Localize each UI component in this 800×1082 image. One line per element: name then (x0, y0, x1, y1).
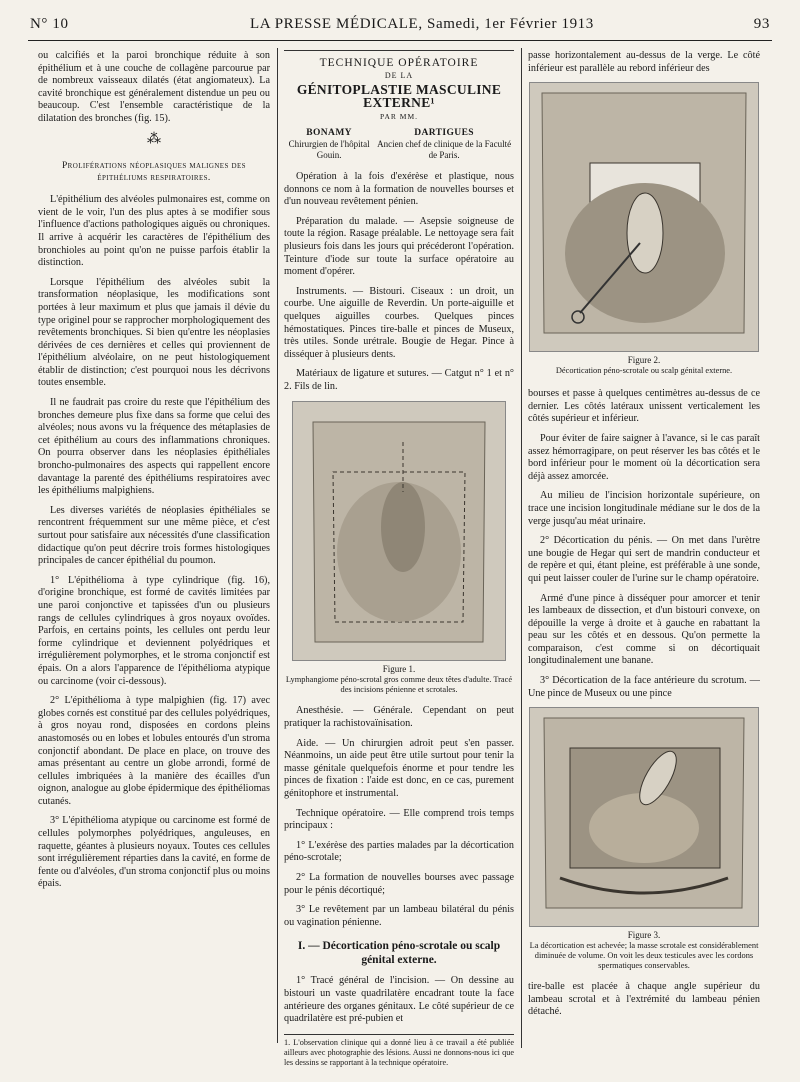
figure-caption-text: Décortication péno-scrotale ou scalp génital externe. (555, 366, 733, 376)
column-left (38, 50, 270, 898)
paragraph: 3° Décortication de la face antérieure du scrotum. — Une pince de Museux ou une pince (528, 675, 760, 699)
paragraph: 2° Décortication du pénis. — On met dans l'urètre une bougie de Hegar qui sert de mandrin conducteur et de repère et qui, étant pleine, est préférable à une sonde, qui peut laisser couler de l'urine sur le champ opératoire. (528, 535, 760, 584)
paragraph: Armé d'une pince à disséquer pour amorcer et tenir les lambeaux de dissection, et d'un bistouri convexe, on dépouille la verge à droite et à gauche en rabattant la peau sur les côtés et en dessous. Qu'on permette la comparaison, c'est comme si on décortiquait longitudinalement une banane. (528, 592, 760, 667)
author-role: Ancien chef de clinique de la Faculté de Paris. (377, 138, 512, 160)
section-heading: I. — Décortication péno-scrotale ou scalp génital externe. (297, 940, 501, 967)
surgical-drawing-1 (293, 402, 505, 660)
section-heading: Proliférations néoplasiques malignes des épithéliums respiratoires. (62, 161, 246, 184)
column-right (528, 50, 760, 1026)
figure-3-caption (528, 930, 760, 971)
paragraph: tire-balle est placée à chaque angle supérieur du lambeau scrotal et à l'extrémité du lambeau pénien détaché. (528, 981, 760, 1018)
article-title: GÉNITOPLASTIE MASCULINE EXTERNE¹ (296, 82, 502, 110)
paragraph: ou calcifiés et la paroi bronchique réduite à son épithélium et à une couche de collagène parcourue par de nombreux vaisseaux dilatés (état angiomateux). La cavité bronchique est généralement distendue un peu ou beaucoup. C'est l'ensemble caractéristique de la dilatation des bronches (fig. 15). (38, 50, 270, 124)
paragraph: passe horizontalement au-dessus de la verge. Le côté inférieur est parallèle au rebord inférieur des (528, 50, 760, 74)
paragraph: Instruments. — Bistouri. Ciseaux : un droit, un courbe. Une aiguille de Reverdin. Un porte-aiguille et quelques aiguilles courbes. Quelques pinces hémostatiques. Pinces tire-balle et pinces de Museux, très utiles. Sonde urétrale. Bougie de Hegar. Pince à disséquer à plusieurs dents. (284, 285, 514, 360)
article-title-de: DE LA (384, 70, 414, 80)
figure-1-caption (284, 664, 514, 695)
article-title-block (284, 50, 514, 124)
column-middle (284, 50, 514, 1068)
figure-3-illustration (529, 707, 759, 927)
column-divider (521, 48, 522, 1048)
paragraph: 2° L'épithélioma à type malpighien (fig. 17) avec globes cornés est constitué par des cellules polyédriques, à gros noyau rond, disposées en cordons pleins anastomosés ou en lobes et lobules entourés d'un stroma conjonctif abondant. De place en place, on trouve des amas présentant au centre un globe arrondi, formé de cellules imbriquées à la manière des écailles d'un oignon, analogue au globe épidermique des épithéliomas cutanés. (38, 695, 270, 807)
figure-1-illustration (292, 401, 506, 661)
section-ornament: ⁂ (147, 131, 161, 147)
journal-title: LA PRESSE MÉDICALE, Samedi, 1er Février 1913 (250, 16, 594, 32)
author-name: DARTIGUES (414, 127, 474, 138)
paragraph: Opération à la fois d'exérèse et plastique, nous donnons ce nom à la formation de nouvelles bourses et d'un nouveau revêtement pénien. (284, 170, 514, 208)
figure-number: Figure 1. (382, 664, 416, 675)
figure-caption-text: La décortication est achevée; la masse scrotale est considérablement diminuée de volume. On voit les deux testicules avec les cordons spermatiques conservables. (529, 941, 759, 971)
paragraph: Préparation du malade. — Asepsie soigneuse de toute la région. Rasage préalable. Le nettoyage sera fait plusieurs fois dans les jours qui précéderont l'opération. Teinture d'iode sur toute la surface opératoire au moment d'opérer. (284, 215, 514, 278)
surgical-drawing-2 (530, 83, 758, 351)
paragraph: 1° Tracé général de l'incision. — On dessine au bistouri un vaste quadrilatère encadrant toute la face antérieure des organes génitaux. Le côté supérieur de ce quadrilatère est pré-pubien et (284, 975, 514, 1025)
figure-2-caption (528, 355, 760, 376)
article-by: PAR MM. (380, 112, 418, 122)
page-header (30, 16, 770, 38)
paragraph: 3° Le revêtement par un lambeau bilatéral du pénis ou vagination pénienne. (284, 904, 514, 928)
paragraph: Il ne faudrait pas croire du reste que l'épithélium des bronches demeure plus fixe dans sa forme que celui des alvéoles; nous avons vu la fréquence des métaplasies de cet épithélium au cours des inflammations chroniques. On pourra observer dans les néoplasies épithéliales broncho-pulmonaires des aspects qui rappellent encore davantage la parenté des épithéliums respiratoires avec les épithéliums malpighiens. (38, 397, 270, 497)
authors (284, 128, 514, 161)
paragraph: Les diverses variétés de néoplasies épithéliales se rencontrent fréquemment sur une même pièce, et c'est surtout pour satisfaire aux nécessités d'une classification didactique qu'on peut décrire trois formes histologiques principales de cancer épithélial du poumon. (38, 504, 270, 567)
paragraph: 1° L'exérèse des parties malades par la décortication péno-scrotale; (284, 839, 514, 864)
paragraph: 2° La formation de nouvelles bourses avec passage pour le pénis décortiqué; (284, 872, 514, 896)
paragraph: Pour éviter de faire saigner à l'avance, si le cas paraît assez hémorragipare, on peut réserver les bas côtés et le bord inférieur pour le moment où la décortication sera déjà assez amorcée. (528, 432, 760, 482)
paragraph: bourses et passe à quelques centimètres au-dessus de ce dernier. Les côtés latéraux unissent verticalement les côtés supérieur et inférieur. (528, 388, 760, 425)
issue-number: N° 10 (30, 16, 69, 32)
paragraph: 1° L'épithélioma à type cylindrique (fig. 16), d'origine bronchique, est formé de cavités limitées par une paroi conjonctive et tapissées d'un ou plusieurs rangs de cellules cylindriques à gros noyaux ovoïdes. Parfois, en certains points, les cellules ont perdu leur forme cylindrique et deviennent polyédriques et irrégulièrement polymorphes, et le stroma conjonctif est épais. On a alors l'apparence de l'épithélioma atypique ou carcinome (voir ci-dessous). (38, 574, 270, 687)
figure-2-illustration (529, 82, 759, 352)
column-divider (277, 48, 278, 1043)
footnote: 1. L'observation clinique qui a donné lieu à ce travail a été publiée ailleurs avec photographie des lésions. Aussi ne donnons-nous ici que les dessins se rapportant à la technique opératoire. (284, 1034, 514, 1068)
figure-caption-text: Lymphangiome péno-scrotal gros comme deux têtes d'adulte. Tracé des incisions pénienne et scrotales. (285, 675, 513, 695)
page-number: 93 (753, 16, 770, 32)
author (284, 128, 374, 161)
paragraph: Au milieu de l'incision horizontale supérieure, on trace une incision longitudinale médiane sur le dos de la verge jusqu'au méat urinaire. (528, 490, 760, 527)
paragraph: Aide. — Un chirurgien adroit peut s'en passer. Néanmoins, un aide peut être utile surtout pour tenir la masse génitale quelquefois énorme et pour tendre les pinces de fixation : l'aide est donc, en ce cas, purement génitophore et instrumental. (284, 737, 514, 800)
article-kicker: TECHNIQUE OPÉRATOIRE (319, 57, 479, 69)
figure-number: Figure 3. (627, 930, 661, 941)
paragraph: Technique opératoire. — Elle comprend trois temps principaux : (284, 807, 514, 832)
author (374, 128, 514, 161)
author-role: Chirurgien de l'hôpital Gouin. (288, 138, 370, 160)
header-rule (28, 40, 772, 41)
paragraph: Matériaux de ligature et sutures. — Catgut n° 1 et n° 2. Fils de lin. (284, 368, 514, 392)
paragraph: 3° L'épithélioma atypique ou carcinome est formé de cellules polymorphes polyédriques, anguleuses, en raquette, géantes à plusieurs noyaux. Toutes ces cellules sont irrégulièrement réparties dans la cavité, en forme de fente ou d'alvéoles, d'un stroma conjonctif plus ou moins épais. (38, 815, 270, 890)
paragraph: L'épithélium des alvéoles pulmonaires est, comme on vient de le voir, l'un des plus aptes à se modifier sous l'influence d'actions pathologiques aiguës ou chroniques. Il arrive à acquérir les caractères de l'épithélium des bronchioles au point qu'on ne puisse parfois établir la distinction. (38, 194, 270, 269)
paragraph: Lorsque l'épithélium des alvéoles subit la transformation néoplasique, les modifications sont portées à leur maximum et plus que jamais il dévie du type originel pour se rapprocher morphologiquement des revêtements bronchiques. Si bien qu'entre les néoplasies dérivées de ces dernières et celles qui proviennent de l'épithélium alvéolaire, on ne peut histologiquement établir de distinction; c'est pourquoi nous les décrivons toutes ensemble. (38, 276, 270, 389)
surgical-drawing-3 (530, 708, 758, 926)
paragraph: Anesthésie. — Générale. Cependant on peut pratiquer la rachistovaïnisation. (284, 705, 514, 730)
figure-number: Figure 2. (627, 355, 661, 366)
author-name: BONAMY (306, 127, 352, 138)
